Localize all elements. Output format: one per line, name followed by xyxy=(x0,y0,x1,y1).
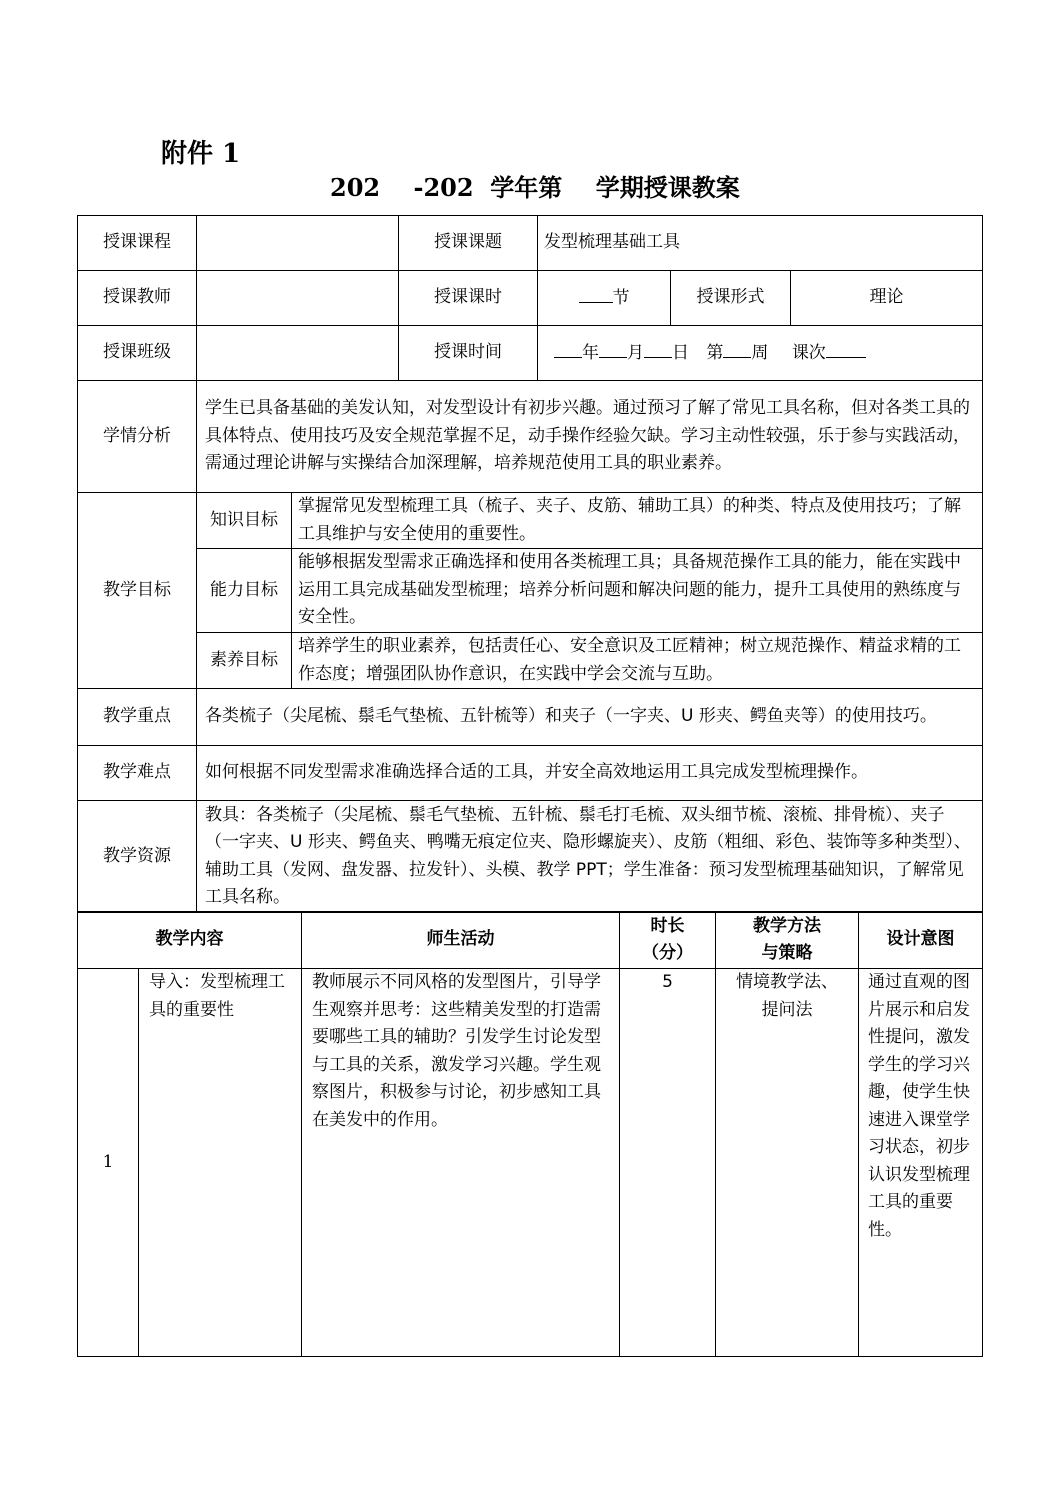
objective-text-literacy: 培养学生的职业素养，包括责任心、安全意识及工匠精神；树立规范操作、精益求精的工作态度；增强团队协作意识，在实践中学会交流与互助。 xyxy=(292,633,983,689)
key-points-text: 各类梳子（尖尾梳、鬃毛气垫梳、五针梳等）和夹子（一字夹、U 形夹、鳄鱼夹等）的使用技巧。 xyxy=(197,689,983,746)
hours-blank[interactable] xyxy=(579,284,613,303)
header-method-line2: 与策略 xyxy=(761,943,813,963)
header-content: 教学内容 xyxy=(78,912,302,969)
header-duration-line1: 时长 xyxy=(650,915,685,936)
row-duration: 5 xyxy=(620,969,716,1357)
objective-text-ability: 能够根据发型需求正确选择和使用各类梳理工具；具备规范操作工具的能力，能在实践中运用工具完成基础发型梳理；培养分析问题和解决问题的能力，提升工具使用的熟练度与安全性。 xyxy=(292,549,983,633)
objectives-label: 教学目标 xyxy=(78,493,197,689)
key-points-label: 教学重点 xyxy=(78,689,197,746)
page-title: 202 -202 学年第 学期授课教案 xyxy=(330,173,740,202)
header-method xyxy=(716,912,859,969)
month-label: 月 xyxy=(627,342,644,363)
objective-text-knowledge: 掌握常见发型梳理工具（梳子、夹子、皮筋、辅助工具）的种类、特点及使用技巧；了解工具维护与安全使用的重要性。 xyxy=(292,493,983,549)
topic-label: 授课课题 xyxy=(399,216,538,271)
session-blank[interactable] xyxy=(826,339,866,358)
difficulties-label: 教学难点 xyxy=(78,746,197,801)
row-activity: 教师展示不同风格的发型图片，引导学生观察并思考：这些精美发型的打造需要哪些工具的辅助？引发学生讨论发型与工具的关系，激发学习兴趣。学生观察图片，积极参与讨论，初步感知工具在美发中的作用。 xyxy=(302,969,620,1357)
hours-unit: 节 xyxy=(612,287,630,308)
objective-label-ability: 能力目标 xyxy=(197,549,292,633)
week-prefix: 第 xyxy=(706,342,724,363)
week-suffix: 周 xyxy=(751,342,769,363)
lesson-info-table xyxy=(77,215,983,913)
table-row xyxy=(78,969,983,1357)
header-activity: 师生活动 xyxy=(302,912,620,969)
day-label: 日 xyxy=(672,342,689,363)
resources-label: 教学资源 xyxy=(78,801,197,913)
month-blank[interactable] xyxy=(599,339,627,358)
session-label: 课次 xyxy=(791,342,826,363)
teacher-value[interactable] xyxy=(197,271,399,326)
header-method-line1: 教学方法 xyxy=(753,915,821,936)
time-label: 授课时间 xyxy=(399,326,538,381)
day-blank[interactable] xyxy=(644,339,672,358)
analysis-text: 学生已具备基础的美发认知，对发型设计有初步兴趣。通过预习了解了常见工具名称，但对各类工具的具体特点、使用技巧及安全规范掌握不足，动手操作经验欠缺。学习主动性较强，乐于参与实践活动，需通过理论讲解与实操结合加深理解，培养规范使用工具的职业素养。 xyxy=(197,381,983,493)
resources-text: 教具：各类梳子（尖尾梳、鬃毛气垫梳、五针梳、鬃毛打毛梳、双头细节梳、滚梳、排骨梳）、夹子（一字夹、U 形夹、鳄鱼夹、鸭嘴无痕定位夹、隐形螺旋夹）、皮筋（粗细、彩色、装饰等多种类型）、辅助工具（发网、盘发器、拉发针）、头模、教学 PPT；学生准备：预习发型梳理基础知识，了解常见工具名称。 xyxy=(197,801,983,913)
difficulties-text: 如何根据不同发型需求准确选择合适的工具，并安全高效地运用工具完成发型梳理操作。 xyxy=(197,746,983,801)
header-duration xyxy=(620,912,716,969)
row-intent: 通过直观的图片展示和启发性提问，激发学生的学习兴趣，使学生快速进入课堂学习状态，初步认识发型梳理工具的重要性。 xyxy=(859,969,983,1357)
row-content: 导入：发型梳理工具的重要性 xyxy=(139,969,302,1357)
header-duration-line2: （分） xyxy=(642,943,693,963)
objective-label-knowledge: 知识目标 xyxy=(197,493,292,549)
class-value[interactable] xyxy=(197,326,399,381)
form-value[interactable]: 理论 xyxy=(791,271,983,326)
course-label: 授课课程 xyxy=(78,216,197,271)
year-label: 年 xyxy=(582,342,599,363)
header-intent: 设计意图 xyxy=(859,912,983,969)
teacher-label: 授课教师 xyxy=(78,271,197,326)
analysis-label: 学情分析 xyxy=(78,381,197,493)
objective-label-literacy: 素养目标 xyxy=(197,633,292,689)
year-blank[interactable] xyxy=(554,339,582,358)
row-method: 情境教学法、提问法 xyxy=(716,969,859,1357)
topic-value[interactable]: 发型梳理基础工具 xyxy=(538,216,983,271)
form-label: 授课形式 xyxy=(671,271,791,326)
class-label: 授课班级 xyxy=(78,326,197,381)
course-value[interactable] xyxy=(197,216,399,271)
row-index: 1 xyxy=(78,969,139,1357)
week-blank[interactable] xyxy=(723,339,751,358)
time-value[interactable] xyxy=(538,326,983,381)
teaching-process-table xyxy=(77,911,983,1357)
hours-value[interactable] xyxy=(538,271,671,326)
hours-label: 授课课时 xyxy=(399,271,538,326)
attachment-label: 附件 1 xyxy=(161,139,241,169)
